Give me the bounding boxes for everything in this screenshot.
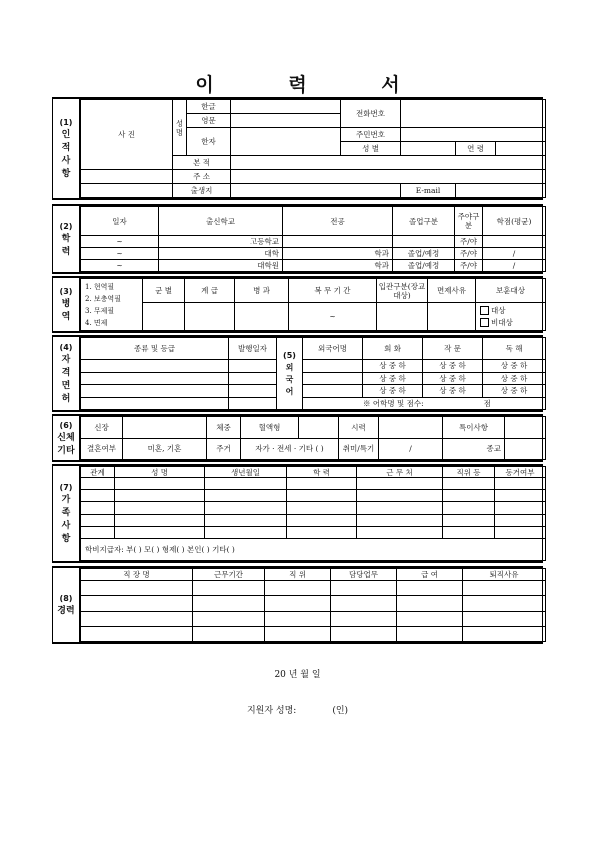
input-cell[interactable] [229,385,277,398]
cell-label: 신장 [81,417,123,439]
cell-label: 외국어명 [303,338,363,360]
input-cell[interactable] [205,514,287,526]
cell-label: 혈액형 [241,417,299,439]
input-cell[interactable] [81,502,115,514]
cell-label: 종류 및 등급 [81,338,229,360]
input-cell[interactable] [495,514,546,526]
input-cell[interactable] [357,526,443,538]
input-cell[interactable]: 상 중 하 [423,372,483,385]
input-cell[interactable] [81,184,173,198]
table-row [81,502,546,514]
cell-label: 학과 [283,260,393,272]
input-cell[interactable] [229,372,277,385]
input-cell[interactable] [443,502,495,514]
target-checkbox[interactable] [480,306,489,315]
cell-label: 출생지 [173,184,231,198]
input-cell[interactable] [123,417,207,439]
input-cell[interactable] [265,581,331,596]
cell-label: 주/야 [455,248,483,260]
cell-label: 일자 [81,207,159,236]
input-cell[interactable] [143,303,185,331]
input-cell[interactable] [193,596,265,611]
cell-label: 군 별 [143,279,185,303]
gender-field[interactable] [401,142,456,156]
cell-label: 연 령 [456,142,496,156]
table-row [81,626,546,641]
cell-label: 대학 [159,248,283,260]
cell-label: 독 해 [483,338,546,360]
input-cell[interactable] [81,372,229,385]
input-cell[interactable] [443,490,495,502]
cell-label: 관계 [81,467,115,478]
cell-label: 대상 비대상 [476,303,546,331]
input-cell[interactable] [397,611,463,626]
physical-section: (6) 신체 기타 신장 체중 혈액형 시력 특이사항 결혼여부 미혼, 기혼 주거 자가 · 전세 · 기타 ( ) 취미/특기 / 종교 [52,414,543,462]
input-cell[interactable]: ~ [289,303,377,331]
cell-label: 복 무 기 간 [289,279,377,303]
document-title: 이 력 서 [195,74,434,96]
cell-label: 주/야 [455,260,483,272]
input-cell[interactable] [81,626,193,641]
input-cell[interactable] [505,417,546,439]
cell-label: 직 장 명 [81,569,193,581]
korean-name-field[interactable] [231,100,341,114]
cell-label: 면제사유 [428,279,476,303]
table-row [81,581,546,596]
input-cell[interactable] [283,236,393,248]
input-cell[interactable]: 미혼, 기혼 [123,438,207,460]
input-cell[interactable] [303,360,363,373]
license-language-section: (4) 자 격 면 허 종류 및 등급 발행일자 (5) 외 국 어 외국어명 회 화 작 문 독 해 상 중 하 상 중 하 상 중 하 상 중 하 상 중 하 상 중 하 상 중 하 상 중 하 상 중 하 ※ 어학명 및 점수: 점 [52,335,543,412]
cell-label: 계 급 [185,279,235,303]
input-cell[interactable] [115,478,205,490]
input-cell[interactable] [428,303,476,331]
input-cell[interactable] [357,502,443,514]
input-cell[interactable] [81,170,173,184]
input-cell[interactable] [495,478,546,490]
input-cell[interactable] [205,502,287,514]
input-cell[interactable] [115,514,205,526]
cell-label: 졸업/예정 [393,248,455,260]
input-cell[interactable] [81,596,193,611]
input-cell[interactable]: 상 중 하 [423,360,483,373]
input-cell[interactable] [287,490,357,502]
cell-label: 종교 [443,438,505,460]
english-name-field[interactable] [231,114,341,128]
table-row [81,490,546,502]
input-cell[interactable] [185,303,235,331]
cell-label: 특이사항 [443,417,505,439]
applicant-signature[interactable]: 지원자 성명: (인) [246,706,349,716]
rrn-field[interactable] [401,128,546,142]
input-cell[interactable] [81,514,115,526]
table-row [81,611,546,626]
input-cell[interactable] [115,526,205,538]
cell-label: 근 무 처 [357,467,443,478]
input-cell[interactable] [331,626,397,641]
cell-label: 회 화 [363,338,423,360]
input-cell[interactable] [81,385,229,398]
military-section: (3) 병 역 1. 현역필 2. 보충역필 3. 무제필 4. 면제 군 별 계 급 병 과 복 무 기 간 입관구분(장교대상) 면제사유 보훈대상 ~ 대상 비대상 [52,276,543,333]
cell-label: 주거 [207,438,241,460]
address-field[interactable] [231,170,546,184]
input-cell[interactable]: 상 중 하 [423,385,483,398]
cell-label: 결혼여부 [81,438,123,460]
input-cell[interactable]: 상 중 하 [363,385,423,398]
input-cell[interactable] [495,526,546,538]
input-cell[interactable] [443,478,495,490]
cell-label: 졸업구분 [393,207,455,236]
hanja-name-field[interactable] [231,128,341,156]
input-cell[interactable] [205,526,287,538]
input-cell[interactable] [443,514,495,526]
language-label: (5) 외 국 어 [277,338,303,410]
cell-label: 학과 [283,248,393,260]
input-cell[interactable] [495,490,546,502]
cell-label: 급 여 [397,569,463,581]
table-row [81,514,546,526]
cell-label: 주/야 [455,236,483,248]
cell-label: 학점(평균) [483,207,546,236]
input-cell[interactable] [463,626,546,641]
input-cell[interactable] [115,502,205,514]
email-field[interactable] [456,184,546,198]
input-cell[interactable] [463,581,546,596]
cell-label: ※ 어학명 및 점수: 점 [303,397,546,410]
input-cell[interactable] [235,303,289,331]
cell-label: 학 력 [287,467,357,478]
origin-field[interactable] [231,156,546,170]
cell-label: 근무기간 [193,569,265,581]
cell-label: 한글 [187,100,231,114]
cell-label: 본 적 [173,156,231,170]
input-cell[interactable] [265,626,331,641]
cell-label: 보훈대상 [476,279,546,303]
family-section: (7) 가 족 사 항 관계 성 명 생년월일 학 력 근 무 처 직위 등 동거여부 학비지급자: 부( ) 모( ) 형제( ) 본인( ) 기타( ) [52,464,543,563]
input-cell[interactable] [287,502,357,514]
date-line: 20 년 월 일 [274,670,321,680]
input-cell[interactable] [495,502,546,514]
input-cell[interactable] [463,596,546,611]
input-cell[interactable] [205,490,287,502]
input-cell[interactable] [397,581,463,596]
cell-label: 체중 [207,417,241,439]
input-cell[interactable]: / [379,438,443,460]
input-cell[interactable] [265,596,331,611]
input-cell[interactable] [505,438,546,460]
cell-label: 작 문 [423,338,483,360]
cell-label: 시력 [339,417,379,439]
input-cell[interactable] [115,490,205,502]
table-row [81,248,546,260]
input-cell[interactable] [193,581,265,596]
phone-field[interactable] [401,100,546,128]
cell-label: / [483,248,546,260]
input-cell[interactable] [443,526,495,538]
input-cell[interactable] [81,611,193,626]
career-section: (8) 경력 직 장 명 근무기간 직 위 담당업무 급 여 퇴직사유 [52,566,543,644]
input-cell[interactable] [357,514,443,526]
non-target-checkbox[interactable] [480,318,489,327]
table-row [81,478,546,490]
input-cell[interactable]: 상 중 하 [483,385,546,398]
input-cell[interactable] [81,360,229,373]
birthplace-field[interactable] [231,184,401,198]
table-row [81,236,546,248]
table-row [81,260,546,272]
input-cell[interactable] [379,417,443,439]
input-cell[interactable] [397,596,463,611]
input-cell[interactable]: 자가 · 전세 · 기타 ( ) [241,438,339,460]
input-cell[interactable] [463,611,546,626]
cell-label: / [483,260,546,272]
tuition-payer[interactable]: 학비지급자: 부( ) 모( ) 형제( ) 본인( ) 기타( ) [81,539,546,561]
input-cell[interactable] [357,490,443,502]
personal-info-section [52,97,543,200]
input-cell[interactable] [287,514,357,526]
input-cell[interactable] [393,236,455,248]
cell-label: 한자 [187,128,231,156]
cell-label: 대학원 [159,260,283,272]
input-cell[interactable]: 상 중 하 [363,360,423,373]
cell-label: E-mail [401,184,456,198]
input-cell[interactable] [357,478,443,490]
cell-label: 졸업/예정 [393,260,455,272]
table-row [81,526,546,538]
input-cell[interactable] [331,596,397,611]
cell-label: 주야구분 [455,207,483,236]
input-cell[interactable] [265,611,331,626]
input-cell[interactable] [205,478,287,490]
input-cell[interactable] [397,626,463,641]
input-cell[interactable] [81,478,115,490]
name-label: 성 명 [173,100,187,156]
cell-label: 담당업무 [331,569,397,581]
input-cell[interactable] [483,236,546,248]
input-cell[interactable] [331,581,397,596]
cell-label: 주 소 [173,170,231,184]
input-cell[interactable]: 상 중 하 [483,372,546,385]
age-field[interactable] [496,142,546,156]
cell-label: 고등학교 [159,236,283,248]
section-label: (1) 인 적 사 항 [53,99,80,198]
military-type-list: 1. 현역필 2. 보충역필 3. 무제필 4. 면제 [81,279,143,331]
input-cell[interactable] [377,303,428,331]
input-cell[interactable] [287,526,357,538]
input-cell[interactable] [229,360,277,373]
table-row [81,596,546,611]
input-cell[interactable] [193,626,265,641]
cell-label: 직 위 [265,569,331,581]
cell-label: 퇴직사유 [463,569,546,581]
cell-label: 입관구분(장교대상) [377,279,428,303]
input-cell[interactable] [303,372,363,385]
input-cell[interactable] [331,611,397,626]
input-cell[interactable] [287,478,357,490]
input-cell[interactable] [81,581,193,596]
education-section: (2) 학 력 일자 출신학교 전공 졸업구분 주야구분 학점(평균) ~ 고등학교 주/야 ~ 대학 학과 졸업/예정 주/야 / ~ 대학원 학과 졸업/예정 주/야 / [52,204,543,274]
cell-label: 전화번호 [341,100,401,128]
input-cell[interactable] [81,490,115,502]
cell-label: 취미/특기 [339,438,379,460]
cell-label: 성 명 [115,467,205,478]
cell-label: 성 별 [341,142,401,156]
cell-label: 영문 [187,114,231,128]
photo-box[interactable]: 사 진 [81,100,173,170]
input-cell[interactable]: 상 중 하 [363,372,423,385]
cell-label: 생년월일 [205,467,287,478]
input-cell[interactable] [81,397,229,410]
cell-label: 발행일자 [229,338,277,360]
input-cell[interactable] [299,417,339,439]
cell-label: ~ [81,248,159,260]
input-cell[interactable] [81,526,115,538]
input-cell[interactable] [193,611,265,626]
cell-label: 직위 등 [443,467,495,478]
cell-label: 전공 [283,207,393,236]
input-cell[interactable] [303,385,363,398]
cell-label: 출신학교 [159,207,283,236]
cell-label: 주민번호 [341,128,401,142]
input-cell[interactable]: 상 중 하 [483,360,546,373]
input-cell[interactable] [229,397,277,410]
cell-label: ~ [81,236,159,248]
cell-label: 동거여부 [495,467,546,478]
cell-label: ~ [81,260,159,272]
cell-label: 병 과 [235,279,289,303]
